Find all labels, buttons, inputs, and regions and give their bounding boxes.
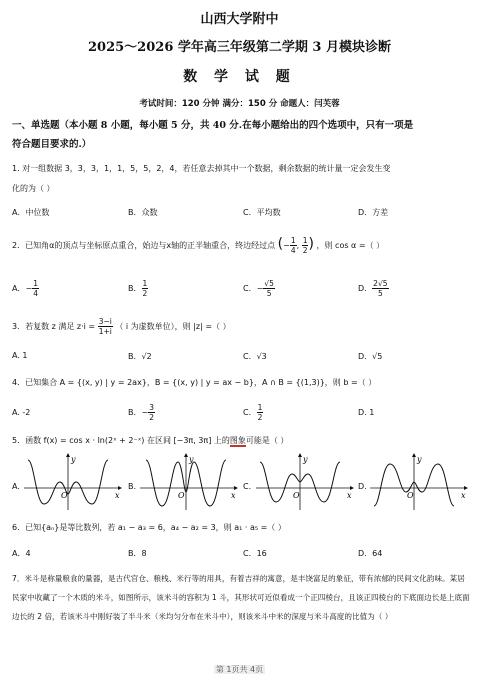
q5-label-d: D. — [358, 482, 367, 491]
q3-fraction: $\frac{3-i}{1+i}$ — [98, 317, 112, 336]
q1-stem-line1: 1. 对一组数据 3，3，3，1，1，5，5，2，4，若任意去掉其中一个数据，剩余数据的统计量一定会发生变 — [12, 164, 391, 173]
q5-d-x-label: x — [461, 491, 466, 500]
q3-option-c: C．√3 — [243, 352, 267, 361]
q6-option-c: C．16 — [243, 549, 267, 558]
q5-b-origin: O — [178, 491, 185, 500]
q4-stem: 4．已知集合 A = {(x, y) | y = 2ax}，B = {(x, y) | y = ax − b}，A ∩ B = {(1,3)}，则 b =（ ） — [12, 378, 377, 387]
q5-graph-a — [22, 452, 122, 512]
q4-option-b: B．− $\frac{3}{2}$ — [128, 403, 154, 422]
q5-underlined-word: 图象 — [229, 436, 246, 445]
q2-option-c: C．− $\frac{√5}{5}$ — [243, 279, 274, 298]
section-line-1: 一、单选题（本小题 8 小题，每小题 5 分，共 40 分.在每小题给出的四个选项中，只有一项是 — [12, 120, 414, 131]
q5-graph-c — [254, 452, 354, 512]
q3-option-d: D．√5 — [358, 352, 383, 361]
q5-d-y-label: y — [417, 455, 422, 464]
q5-c-origin: O — [293, 491, 300, 500]
q5-label-c: C. — [243, 482, 252, 491]
q4-option-a: A. -2 — [12, 408, 31, 417]
q5-a-x-label: x — [115, 491, 120, 500]
q3-option-a: A. 1 — [12, 351, 28, 360]
q6-option-a: A．4 — [12, 549, 31, 558]
q2-stem-a: 2．已知角α的顶点与坐标原点重合，始边与x轴的正半轴重合，终边经过点 — [12, 241, 276, 250]
q1-option-c: C．平均数 — [243, 208, 281, 217]
q5-a-origin: O — [61, 491, 68, 500]
section-heading — [12, 116, 470, 154]
q5-c-y-label: y — [303, 455, 308, 464]
q5-stem: 5．函数 f(x) = cos x · ln(2ˣ + 2⁻ˣ) 在区间 [−3π, 3π] 上的图象可能是（ ） — [12, 436, 289, 445]
section-line-2: 符合题目要求的.） — [12, 139, 92, 150]
q2-stem-b: ，则 cos α =（ ） — [316, 241, 385, 250]
q4-option-d: D. 1 — [358, 408, 375, 417]
q4-option-c: C． $\frac{1}{2}$ — [243, 403, 263, 422]
q5-c-x-label: x — [347, 491, 352, 500]
q1-stem-line2: 化的为（ ） — [12, 184, 55, 193]
school-title: 山西大学附中 — [200, 12, 279, 27]
q6-option-b: B．8 — [128, 549, 147, 558]
q1-option-d: D．方差 — [358, 208, 389, 217]
subject-title: 数 学 试 题 — [183, 69, 296, 85]
q5-a-y-label: y — [71, 455, 76, 464]
q5-graph-d — [368, 452, 468, 512]
q2-option-a: A．− $\frac{1}{4}$ — [12, 279, 38, 298]
exam-info: 考试时间：120 分钟 满分：150 分 命题人：闫芙蓉 — [139, 99, 340, 109]
q6-stem: 6．已知{aₙ}是等比数列，若 a₁ − a₃ = 6，a₄ − a₂ = 3，则 a₁ · a₅ =（ ） — [12, 523, 286, 532]
q6-option-d: D．64 — [358, 549, 383, 558]
q3-stem: 3．若复数 z 满足 z·i = $\frac{3-i}{1+i}$ （ i 为虚数单位），则 |z| =（ ） — [12, 317, 231, 336]
q5-b-y-label: y — [189, 455, 194, 464]
q3-option-b: B．√2 — [128, 352, 152, 361]
q1-option-b: B．众数 — [128, 208, 158, 217]
q2-point-frac2: $\frac{1}{2}$ — [302, 236, 308, 255]
q5-d-origin: O — [407, 491, 414, 500]
q2-option-d: D． $\frac{2√5}{5}$ — [358, 279, 388, 298]
q1-option-a: A．中位数 — [12, 208, 50, 217]
page-footer — [0, 664, 479, 675]
exam-title: 2025～2026 学年高三年级第二学期 3 月模块诊断 — [88, 40, 391, 55]
q2-point-frac1: $\frac{1}{4}$ — [290, 236, 296, 255]
q7-stem: 7．米斗是称量粮食的量器，是古代官仓、粮栈、米行等的用具，有着吉祥的寓意，是丰饶富足的象征，带有浓郁的民间文化韵味。某居民家中收藏了一个木质的米斗，如图所示，该米斗的容积为 1 斗，其形状可近似看成一个正四棱台，且该正四棱台的下底面边长是上底面边长的 2 倍，若该米斗中刚好装了半斗米（米均匀分布在米斗中），则该米斗中米的深度与米斗高度的比值为（ ） — [12, 574, 470, 621]
q2-stem: 2．已知角α的顶点与坐标原点重合，始边与x轴的正半轴重合，终边经过点 (− $\frac{1}{4}$ , $\frac{1}{2}$ ) ，则 cos α =（ ） — [12, 236, 385, 255]
q5-label-b: B. — [128, 482, 137, 491]
page-number: 第 1页共 4页 — [215, 665, 264, 674]
q2-option-b: B． $\frac{1}{2}$ — [128, 279, 148, 298]
q5-graph-b — [138, 452, 238, 512]
q5-label-a: A. — [12, 482, 20, 491]
q5-b-x-label: x — [231, 491, 236, 500]
